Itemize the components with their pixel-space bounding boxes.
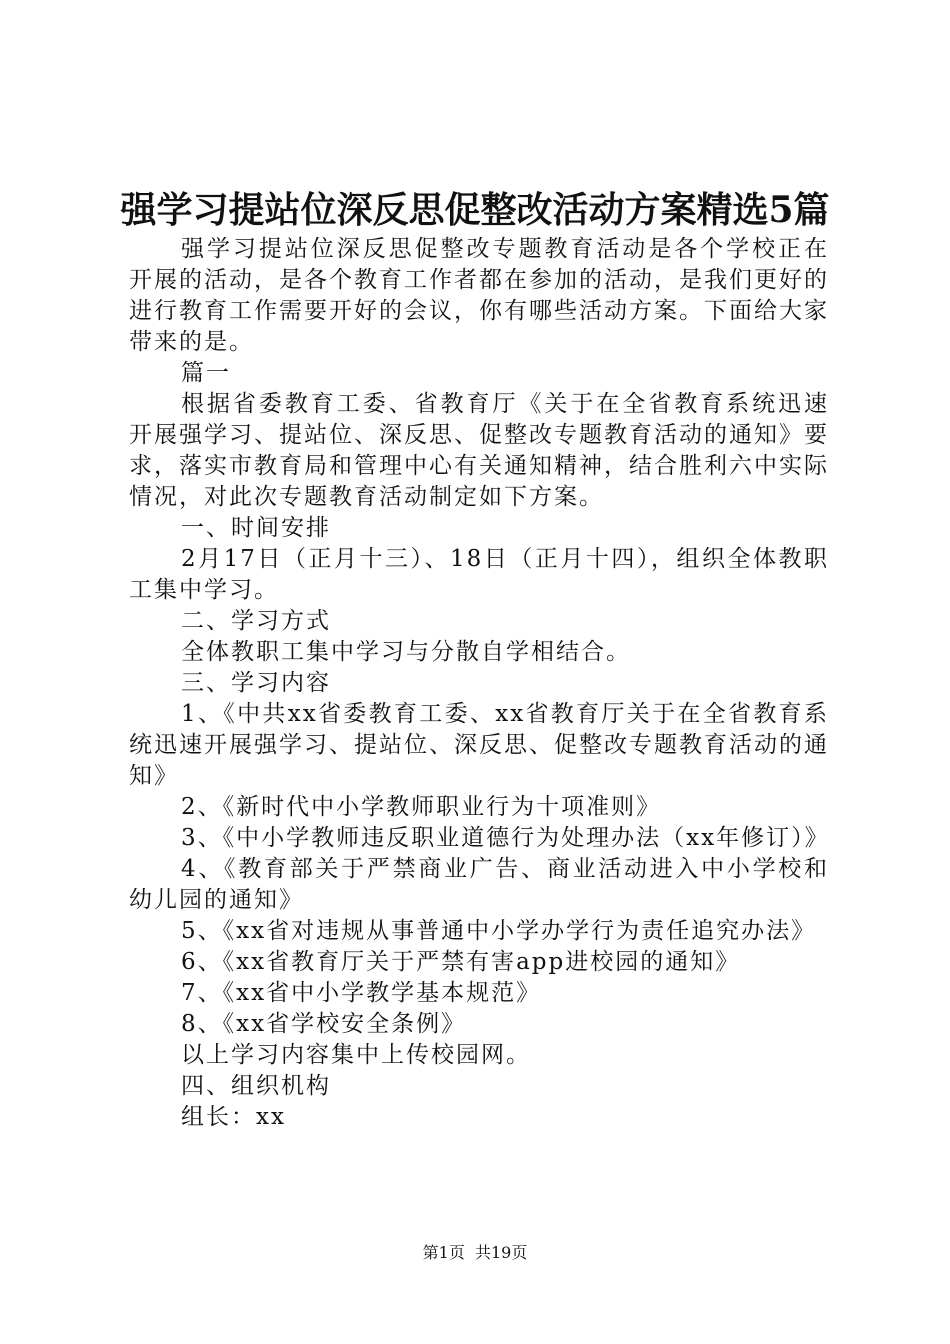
basis-paragraph: 根据省委教育工委、省教育厅《关于在全省教育系统迅速开展强学习、提站位、深反思、促整改专题教育活动的通知》要求，落实市教育局和管理中心有关通知精神，结合胜利六中实际情况，对此次专题教育活动制定如下方案。 [129, 391, 829, 510]
content-item-8: 8、《xx省学校安全条例》 [181, 1011, 467, 1037]
team-leader-line: 组长：xx [181, 1104, 286, 1130]
content-item-3: 3、《中小学教师违反职业道德行为处理办法（xx年修订）》 [181, 825, 830, 851]
schedule-paragraph: 2月17日（正月十三）、18日（正月十四），组织全体教职工集中学习。 [129, 546, 829, 603]
document-body [129, 234, 829, 1133]
heading-study-content: 三、学习内容 [181, 670, 331, 696]
content-item-6: 6、《xx省教育厅关于严禁有害app进校园的通知》 [181, 949, 741, 975]
page-footer: 第1页 共19页 [422, 1243, 528, 1262]
study-method-paragraph: 全体教职工集中学习与分散自学相结合。 [181, 639, 631, 665]
heading-organization: 四、组织机构 [181, 1073, 331, 1099]
section-heading-part-one: 篇一 [181, 360, 231, 386]
upload-note: 以上学习内容集中上传校园网。 [181, 1042, 531, 1068]
content-item-1: 1、《中共xx省委教育工委、xx省教育厅关于在全省教育系统迅速开展强学习、提站位、深反思、促整改专题教育活动的通知》 [129, 701, 829, 789]
intro-paragraph: 强学习提站位深反思促整改专题教育活动是各个学校正在开展的活动，是各个教育工作者都在参加的活动，是我们更好的进行教育工作需要开好的会议，你有哪些活动方案。下面给大家带来的是。 [129, 236, 829, 355]
content-item-5: 5、《xx省对违规从事普通中小学办学行为责任追究办法》 [181, 918, 817, 944]
content-item-7: 7、《xx省中小学教学基本规范》 [181, 980, 542, 1006]
content-item-4: 4、《教育部关于严禁商业广告、商业活动进入中小学校和幼儿园的通知》 [129, 856, 829, 913]
heading-study-method: 二、学习方式 [181, 608, 331, 634]
document-title: 强学习提站位深反思促整改活动方案精选5篇 [120, 189, 830, 231]
content-item-2: 2、《新时代中小学教师职业行为十项准则》 [181, 794, 662, 820]
heading-schedule: 一、时间安排 [181, 515, 331, 541]
